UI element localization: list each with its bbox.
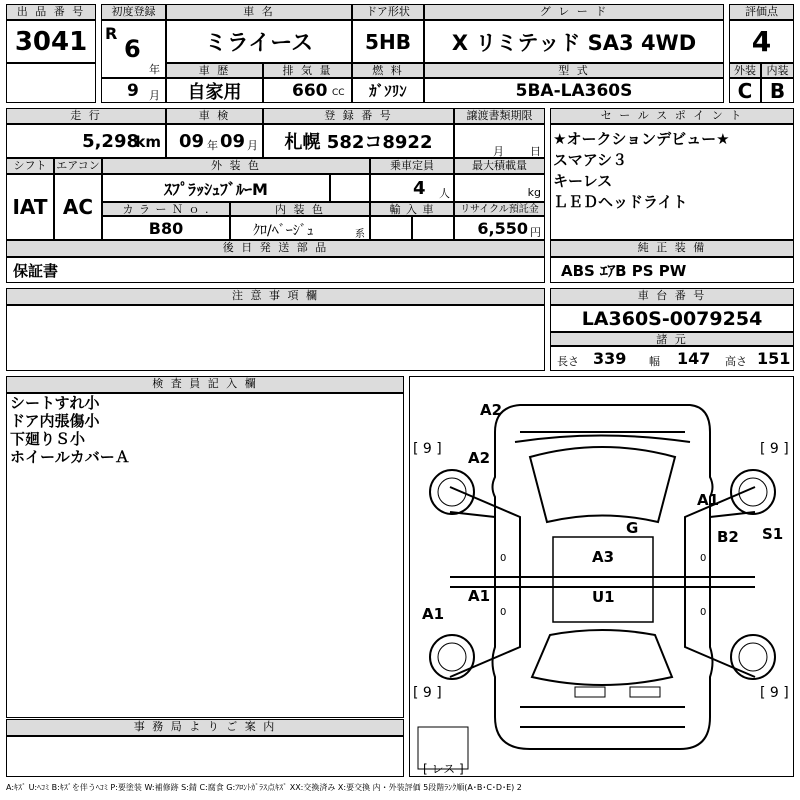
inspector-item: ドア内張傷小 (10, 412, 100, 430)
transfer-box (454, 124, 545, 158)
fuel-label: 燃 料 (352, 63, 424, 78)
inspector-item: 下廻りＳ小 (10, 430, 86, 448)
sales-item: ＬＥＤヘッドライト (553, 193, 688, 211)
office-area (6, 736, 404, 777)
first-reg-label: 初度登録 (101, 4, 166, 20)
damage-mark: G (626, 519, 639, 537)
reg-month: 9 (127, 81, 139, 101)
height: 151 (757, 349, 791, 368)
notes-area (6, 305, 545, 371)
disp-unit: CC (332, 88, 345, 98)
tread-mark: 0 (700, 553, 707, 564)
tread-mark: 0 (700, 607, 707, 618)
notes-label: 注 意 事 項 欄 (6, 288, 545, 305)
capacity-box (370, 174, 454, 202)
year-unit: 年 (149, 63, 160, 76)
mileage-box (6, 124, 166, 158)
spare-tire: [ レス ] (423, 762, 464, 776)
chassis-label: 車 台 番 号 (550, 288, 794, 305)
doors-label: ドア形状 (352, 4, 424, 20)
damage-mark: A3 (592, 548, 615, 566)
spare-value: レス (431, 762, 456, 776)
import-box-a (370, 216, 412, 240)
recycle-fee: 6,550 (477, 219, 528, 238)
int-grade: B (761, 78, 794, 103)
tread-mark: 0 (500, 607, 507, 618)
tire-value: 9 (769, 441, 779, 457)
load-unit: kg (527, 186, 541, 199)
tire-value: 9 (422, 441, 432, 457)
ext-color: ｽﾌﾟﾗｯｼｭﾌﾞﾙｰM (102, 174, 330, 202)
fuel: ｶﾞｿﾘﾝ (352, 78, 424, 103)
shift-label: シフト (6, 158, 54, 174)
transfer-label: 譲渡書類期限 (454, 108, 545, 124)
damage-mark: A1 (468, 587, 491, 605)
load-box (454, 174, 545, 202)
reg-label: 登 録 番 号 (263, 108, 454, 124)
model-label: 型 式 (424, 63, 724, 78)
shift: IAT (6, 174, 54, 240)
recycle-label: リサイクル預託金 (454, 202, 545, 216)
grade: X リミテッド SA3 4WD (424, 20, 724, 63)
legend: A:ｷｽﾞ U:ﾍｺﾐ B:ｷｽﾞを伴うﾍｺﾐ P:要塗装 W:補修跡 S:錆 C:腐食 G:ﾌﾛﾝﾄｶﾞﾗｽ点ｷｽﾞ XX:交換済み X:要交換 内・外装評価 5段階ﾗﾝｸ順(A･B･C･D･E) 2 (6, 783, 522, 792)
equipment: ABS ｴｱB PS PW (550, 257, 794, 283)
mileage-unit: km (135, 133, 161, 151)
transfer-day-unit: 日 (530, 145, 541, 158)
tire-value: 9 (769, 685, 779, 701)
ext-label: 外装 (729, 63, 761, 78)
mileage-label: 走 行 (6, 108, 166, 124)
damage-mark: U1 (592, 588, 615, 606)
inspection-box (166, 124, 263, 158)
score: 4 (729, 20, 794, 63)
doors: 5HB (352, 20, 424, 63)
inspector-item: ホイールカバーＡ (10, 448, 130, 466)
history: 自家用 (166, 78, 263, 103)
int-label: 内装 (761, 63, 794, 78)
wid-label: 幅 (649, 355, 660, 368)
grade-label: グ レ ー ド (424, 4, 724, 20)
history-label: 車 歴 (166, 63, 263, 78)
interior-label: 内 装 色 (230, 202, 370, 216)
inspector-item: シートすれ小 (10, 394, 100, 412)
car-name: ミライース (166, 20, 352, 63)
import-box-b (412, 216, 454, 240)
later-label: 後 日 発 送 部 品 (6, 240, 545, 257)
transfer-month-unit: 月 (493, 145, 504, 158)
lot-blank (6, 63, 96, 103)
damage-mark: A2 (468, 449, 491, 467)
car-diagram (409, 376, 794, 777)
lot-label: 出 品 番 号 (6, 4, 96, 20)
color-no: B80 (102, 216, 230, 240)
recycle-unit: 円 (530, 226, 541, 239)
chassis-number: LA360S-0079254 (550, 305, 794, 332)
interior-unit: 系 (355, 229, 365, 240)
month-unit: 月 (149, 89, 160, 102)
insp-year: 09 (179, 131, 205, 152)
reg-month-box (101, 78, 166, 103)
sales-points (550, 124, 794, 240)
insp-year-unit: 年 (207, 139, 218, 152)
era: R (105, 24, 118, 43)
later-parts: 保証書 (6, 257, 545, 283)
tire-value: 9 (422, 685, 432, 701)
inspector-notes (6, 393, 404, 718)
dims-label: 諸 元 (550, 332, 794, 346)
interior-color: ｸﾛ/ﾍﾞｰｼﾞｭ (253, 223, 314, 239)
len-label: 長さ (557, 355, 579, 368)
lot-number: 3041 (6, 20, 96, 63)
import-label: 輸 入 車 (370, 202, 454, 216)
model: 5BA-LA360S (424, 78, 724, 103)
reg-number: 札幌 582コ8922 (263, 124, 454, 158)
sales-label: セ ー ル ス ポ イ ン ト (550, 108, 794, 124)
inspector-label: 検 査 員 記 入 欄 (6, 376, 404, 393)
name-label: 車 名 (166, 4, 352, 20)
score-label: 評価点 (729, 4, 794, 20)
aircon: AC (54, 174, 102, 240)
reg-year: 6 (124, 35, 141, 63)
tire-rear-right: [ 9 ] (760, 685, 789, 701)
hei-label: 高さ (725, 355, 747, 368)
sales-item: キーレス (553, 172, 613, 190)
inspection-label: 車 検 (166, 108, 263, 124)
sales-item: ★オークションデビュー★ (553, 130, 730, 148)
displacement: 660 (292, 81, 328, 101)
disp-label: 排 気 量 (263, 63, 352, 78)
tread-mark: 0 (500, 553, 507, 564)
damage-mark: S1 (762, 525, 784, 543)
office-label: 事 務 局 よ り ご 案 内 (6, 719, 404, 736)
damage-mark: B2 (717, 528, 739, 546)
insp-month-unit: 月 (247, 139, 258, 152)
ac-label: エアコン (54, 158, 102, 174)
width: 147 (677, 349, 711, 368)
tire-rear-left: [ 9 ] (413, 685, 442, 701)
damage-mark: A1 (697, 491, 720, 509)
color-label: 外 装 色 (102, 158, 370, 174)
recycle-box (454, 216, 545, 240)
car-outline-svg (410, 377, 795, 778)
capacity-unit: 人 (439, 187, 450, 200)
tire-front-left: [ 9 ] (413, 441, 442, 457)
capacity-label: 乗車定員 (370, 158, 454, 174)
capacity: 4 (413, 178, 426, 199)
mileage: 5,298 (82, 131, 139, 152)
length: 339 (593, 349, 627, 368)
sales-item: スマアシ３ (553, 151, 628, 169)
color-no-label: カ ラ ー Ｎ ｏ . (102, 202, 230, 216)
equip-label: 純 正 装 備 (550, 240, 794, 257)
damage-mark: A2 (480, 401, 503, 419)
insp-month: 09 (220, 131, 246, 152)
color-extra (330, 174, 370, 202)
first-reg-box (101, 20, 166, 78)
tire-front-right: [ 9 ] (760, 441, 789, 457)
dims-box (550, 346, 794, 371)
damage-mark: A1 (422, 605, 445, 623)
interior-box (230, 216, 370, 240)
ext-grade: C (729, 78, 761, 103)
disp-box (263, 78, 352, 103)
load-label: 最大積載量 (454, 158, 545, 174)
